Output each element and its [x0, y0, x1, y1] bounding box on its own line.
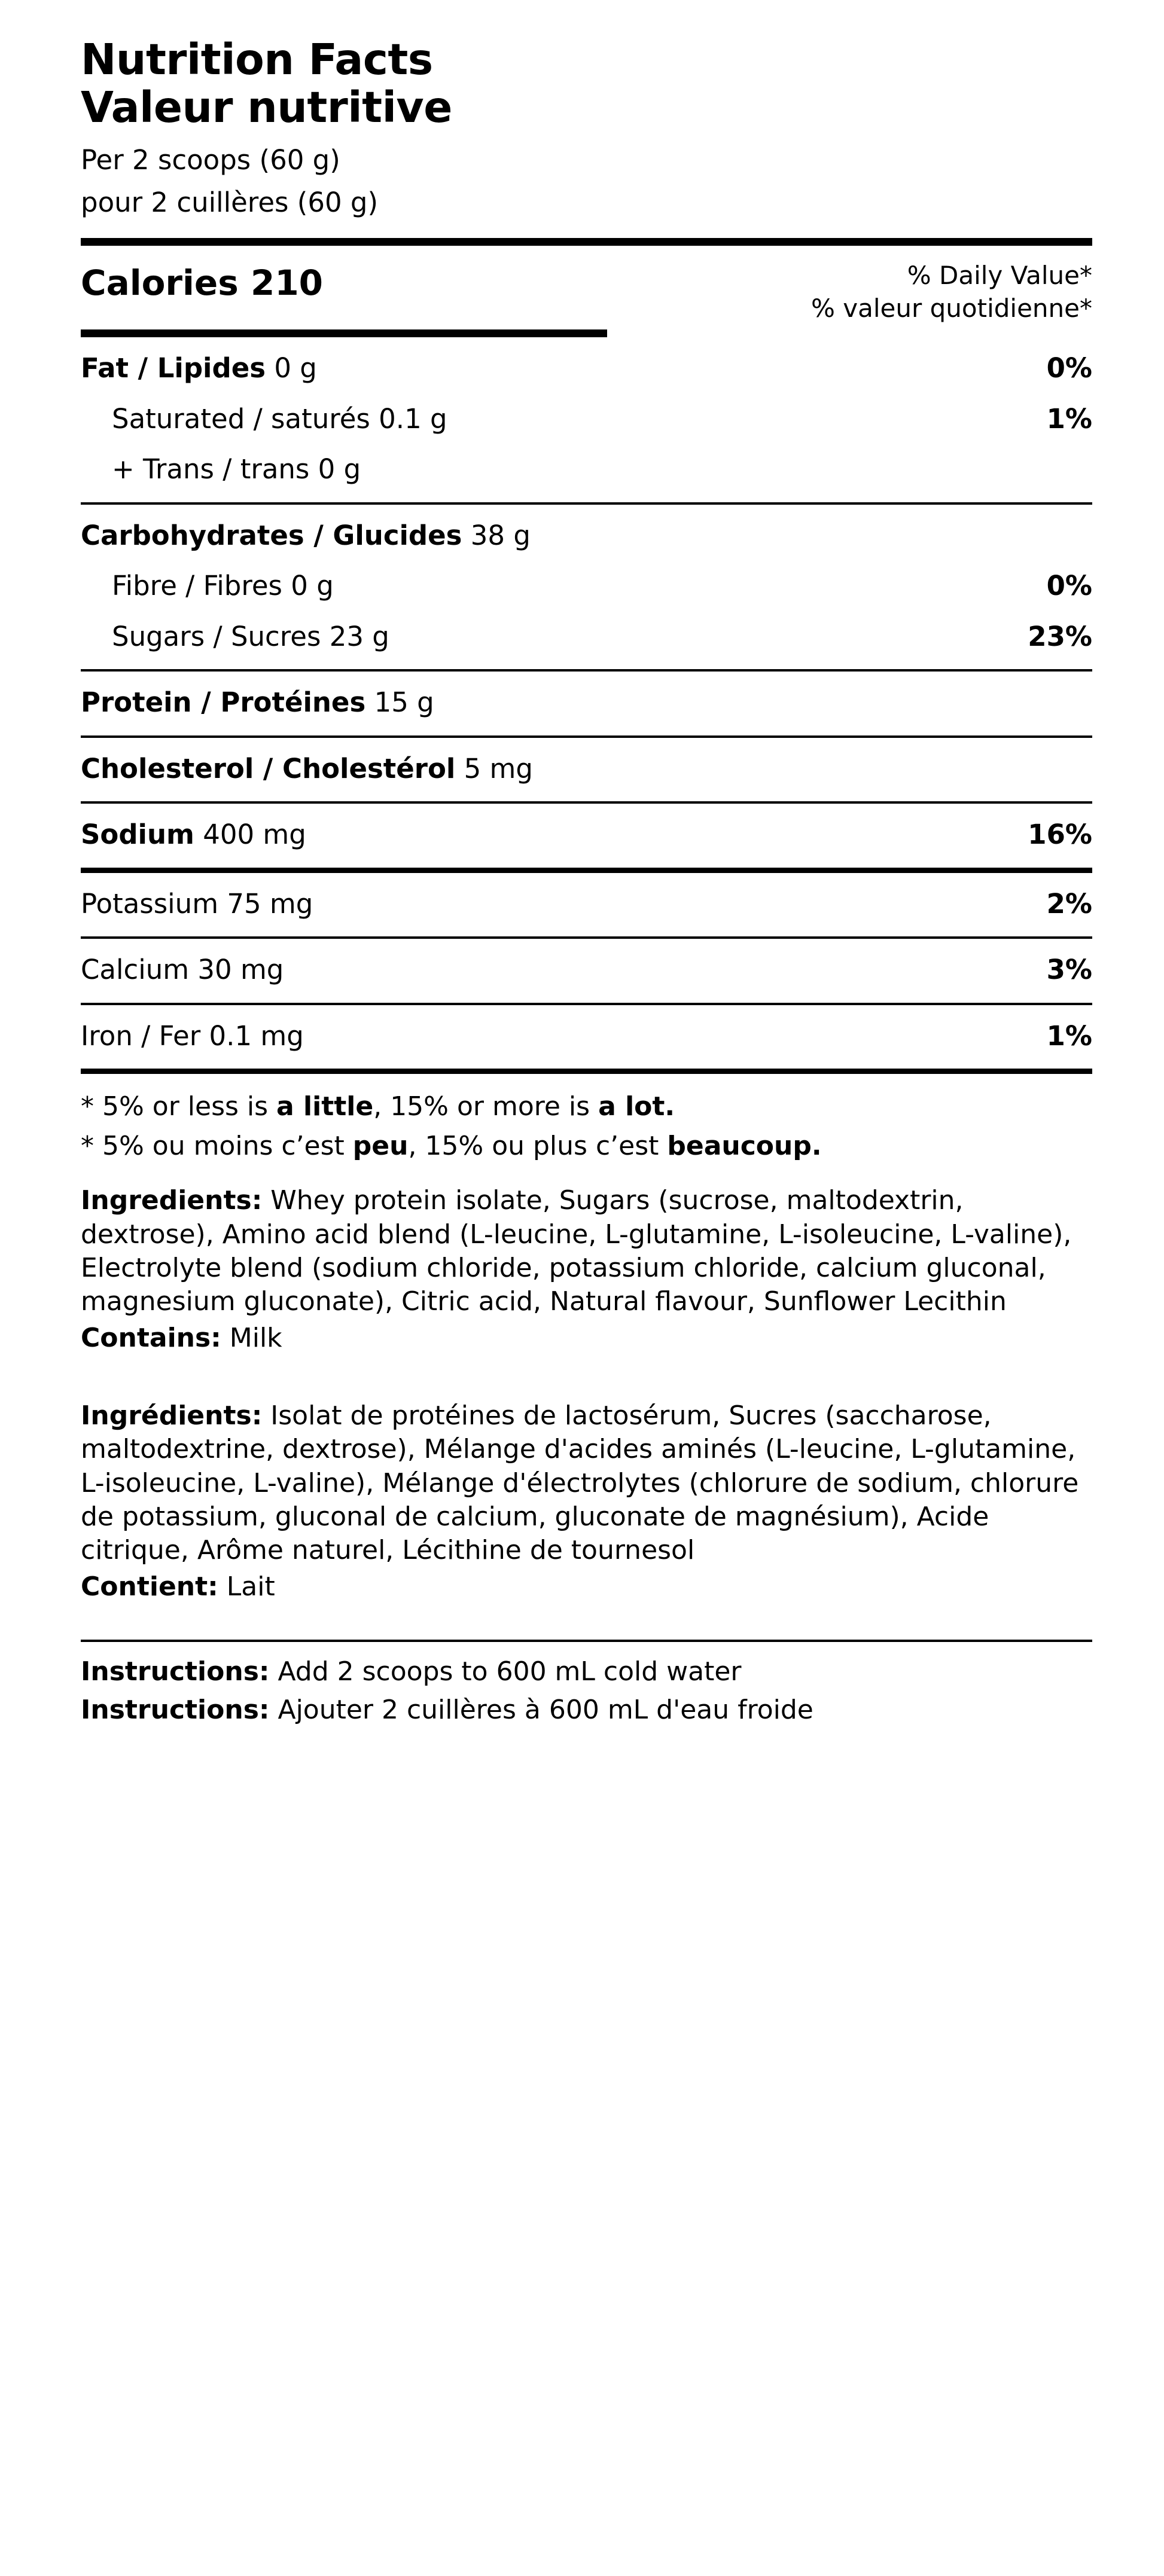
divider-after-sodium [81, 868, 1092, 873]
daily-value-header [811, 255, 1092, 325]
footnote-french-bold2: beaucoup. [667, 1131, 822, 1162]
footnote-english [81, 1087, 1092, 1127]
row-calcium [81, 945, 1092, 996]
row-cholesterol [81, 744, 1092, 795]
row-potassium-dv: 2% [1046, 887, 1092, 920]
cholesterol-group [81, 738, 1092, 802]
protein-group [81, 672, 1092, 735]
row-fibre-label: Fibre / Fibres 0 g [112, 570, 334, 602]
ingredients-spacer [81, 1355, 1092, 1387]
divider-after-iron [81, 1069, 1092, 1074]
contains-english-text: Milk [221, 1322, 282, 1353]
instructions-french [81, 1691, 1092, 1729]
sodium-group [81, 804, 1092, 868]
daily-value-header-french: % valeur quotidienne* [811, 293, 1092, 323]
instructions-english-text: Add 2 scoops to 600 mL cold water [269, 1656, 742, 1687]
row-fat-label [81, 351, 317, 386]
ingredients-french-text: Isolat de protéines de lactosérum, Sucres (saccharose, maltodextrine, dextrose), Mélange d'acides aminés (L-leucine, L-glutamine, L-isoleucine, L-valine), Mélange d'électrolytes (chlorure de sodium, chlorure de potassium, gluconal de calcium, gluconate de magnésium), Acide citrique, Arôme naturel, Lécithine de tournesol [81, 1400, 1079, 1566]
calories-underline [81, 329, 1092, 337]
row-potassium-label: Potassium 75 mg [81, 887, 313, 920]
footnote-english-bold2: a lot. [598, 1091, 675, 1122]
row-fat [81, 343, 1092, 394]
footnotes [81, 1074, 1092, 1172]
row-calcium-label: Calcium 30 mg [81, 954, 284, 986]
footnote-french-bold1: peu [352, 1131, 409, 1162]
ingredients-english-label: Ingredients: [81, 1185, 263, 1216]
footnote-english-part2: , 15% or more is [373, 1091, 599, 1122]
divider-top [81, 238, 1092, 246]
row-carbohydrates-amount: 38 g [470, 519, 531, 551]
row-carbohydrates [81, 511, 1092, 561]
ingredients-english-text: Whey protein isolate, Sugars (sucrose, maltodextrin, dextrose), Amino acid blend (L-leucine, L-glutamine, L-isoleucine, L-valine), Electrolyte blend (sodium chloride, potassium chloride, calcium gluconal, magnesium gluconate), Citric acid, Natural flavour, Sunflower Lecithin [81, 1185, 1072, 1317]
footnote-french [81, 1127, 1092, 1166]
footnote-english-part1: * 5% or less is [81, 1091, 277, 1122]
row-protein [81, 677, 1092, 728]
title-english: Nutrition Facts [81, 35, 433, 84]
instructions-english [81, 1653, 1092, 1691]
contains-english [81, 1319, 1092, 1355]
row-iron-dv: 1% [1046, 1020, 1092, 1052]
row-potassium [81, 879, 1092, 930]
instructions-english-label: Instructions: [81, 1656, 270, 1687]
ingredients-english [81, 1184, 1092, 1318]
row-iron-label: Iron / Fer 0.1 mg [81, 1020, 304, 1052]
row-cholesterol-name: Cholesterol / Cholestérol [81, 752, 456, 785]
row-sugars-label: Sugars / Sucres 23 g [112, 620, 389, 652]
instructions-block [81, 1642, 1092, 1729]
row-sodium-amount: 400 mg [203, 819, 306, 851]
instructions-french-text: Ajouter 2 cuillères à 600 mL d'eau froide [269, 1694, 813, 1725]
row-sugars-dv: 23% [1028, 620, 1092, 652]
row-protein-label [81, 685, 434, 721]
serving-size-english: Per 2 scoops (60 g) [81, 144, 340, 176]
row-saturated [81, 394, 1092, 445]
title-french: Valeur nutritive [81, 82, 452, 132]
row-iron [81, 1011, 1092, 1062]
row-cholesterol-amount: 5 mg [464, 752, 533, 785]
calcium-group [81, 939, 1092, 1003]
row-sodium-dv: 16% [1028, 819, 1092, 851]
row-saturated-dv: 1% [1046, 402, 1092, 435]
row-fat-name: Fat / Lipides [81, 352, 266, 384]
instructions-french-label: Instructions: [81, 1694, 270, 1725]
row-sodium-name: Sodium [81, 819, 194, 851]
ingredients-english-block [81, 1172, 1092, 1355]
footnote-french-part2: , 15% ou plus c’est [408, 1131, 668, 1162]
fat-group [81, 337, 1092, 502]
row-cholesterol-label [81, 752, 533, 787]
contains-english-label: Contains: [81, 1322, 221, 1353]
calories-row [81, 246, 1092, 330]
potassium-group [81, 873, 1092, 937]
row-sodium-label [81, 817, 306, 853]
ingredients-french-block [81, 1387, 1092, 1604]
row-carbohydrates-label [81, 518, 531, 554]
iron-group [81, 1005, 1092, 1069]
carbohydrates-group [81, 505, 1092, 670]
row-protein-amount: 15 g [374, 686, 434, 719]
row-saturated-label: Saturated / saturés 0.1 g [112, 402, 447, 435]
row-fat-amount: 0 g [274, 352, 317, 384]
contains-french [81, 1568, 1092, 1604]
serving-size-french: pour 2 cuillères (60 g) [81, 187, 378, 219]
row-calcium-dv: 3% [1046, 954, 1092, 986]
row-carbohydrates-name: Carbohydrates / Glucides [81, 519, 462, 551]
daily-value-header-english: % Daily Value* [907, 260, 1092, 290]
contains-french-label: Contient: [81, 1571, 218, 1602]
row-fibre [81, 561, 1092, 612]
instructions-spacer [81, 1604, 1092, 1640]
contains-french-text: Lait [218, 1571, 275, 1602]
ingredients-french [81, 1399, 1092, 1568]
row-fibre-dv: 0% [1046, 570, 1092, 602]
row-trans-label: + Trans / trans 0 g [112, 453, 361, 486]
row-sodium [81, 810, 1092, 860]
calories-value: Calories 210 [81, 262, 324, 303]
row-fat-dv: 0% [1046, 352, 1092, 384]
row-protein-name: Protein / Protéines [81, 686, 366, 719]
row-trans [81, 444, 1092, 495]
row-sugars [81, 612, 1092, 663]
ingredients-french-label: Ingrédients: [81, 1400, 263, 1431]
footnote-french-part1: * 5% ou moins c’est [81, 1131, 353, 1162]
footnote-english-bold1: a little [276, 1091, 374, 1122]
